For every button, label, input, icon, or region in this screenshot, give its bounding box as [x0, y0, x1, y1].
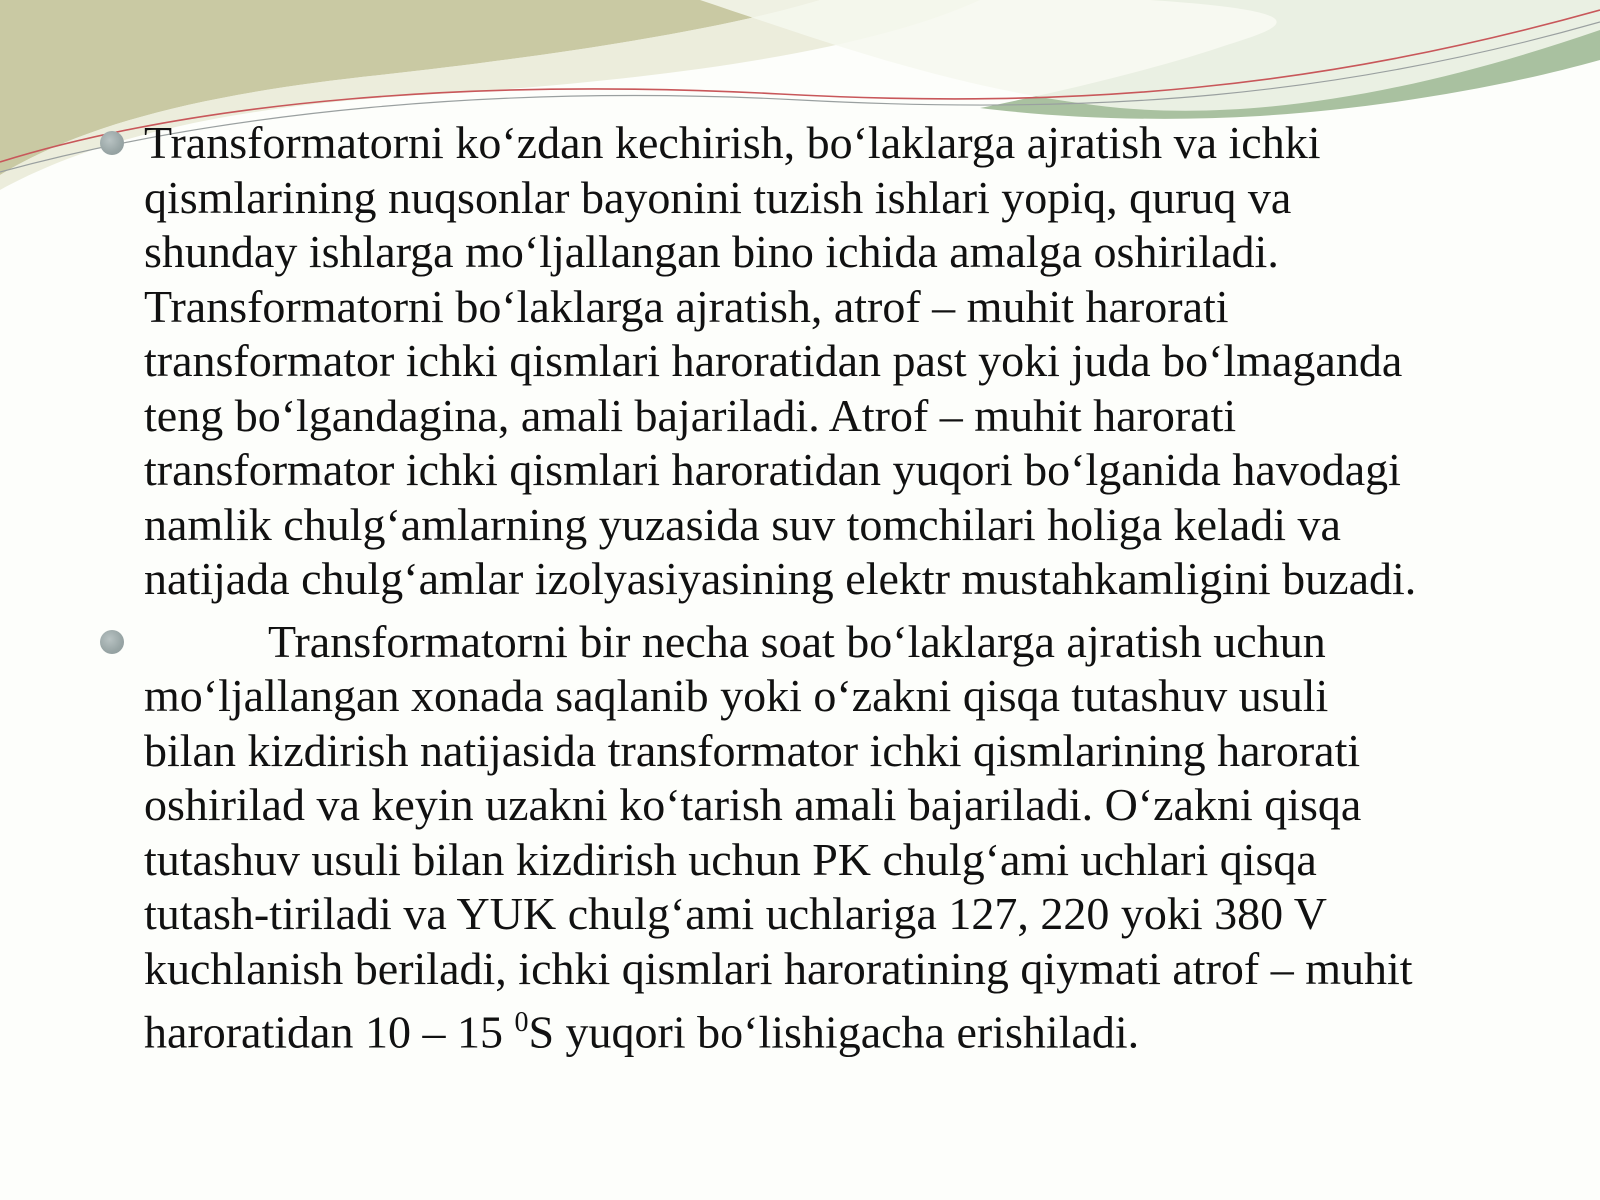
bullet-text-2	[144, 615, 1516, 1060]
bullet-item-1	[96, 116, 1516, 607]
slide-content	[96, 116, 1516, 1068]
bullet-text-1: Transformatorni ko‘zdan kechirish, bo‘laklarga ajratish va ichki qismlarining nuqsonlar bayonini tuzish ishlari yopiq, quruq va shunday ishlarga mo‘ljallangan bino ichida amalga oshiriladi. Transformatorni bo‘laklarga ajratish, atrof – muhit harorati transformator ichki qismlari haroratidan past yoki juda bo‘lmaganda teng bo‘lgandagina, amali bajariladi. Atrof – muhit harorati transformator ichki qismlari haroratidan yuqori bo‘lganida havodagi namlik chulg‘amlarning yuzasida suv tomchilari holiga keladi va natijada chulg‘amlar izolyasiyasining elektr mustahkamligini buzadi.	[144, 117, 1417, 604]
degree-superscript: 0	[514, 1007, 529, 1038]
bullet-icon	[100, 131, 124, 155]
bullet-text-2-tail: S yuqori bo‘lishigacha erishiladi.	[528, 1006, 1140, 1058]
bullet-text-2-first-line: Transformatorni bir necha soat bo‘laklarga ajratish uchun	[268, 615, 1326, 667]
bullet-text-2-body: mo‘ljallangan xonada saqlanib yoki o‘zakni qisqa tutashuv usuli bilan kizdirish natijasida transformator ichki qismlarining harorati oshirilad va keyin uzakni ko‘tarish amali bajariladi. O‘zakni qisqa tutashuv usuli bilan kizdirish uchun PK chulg‘ami uchlari qisqa tutash-tiriladi va YUK chulg‘ami uchlariga 127, 220 yoki 380 V kuchlanish beriladi, ichki qismlari haroratining qiymati atrof – muhit haroratidan 10 – 15	[144, 670, 1413, 1058]
bullet-icon	[100, 630, 124, 654]
bullet-item-2	[96, 615, 1516, 1060]
